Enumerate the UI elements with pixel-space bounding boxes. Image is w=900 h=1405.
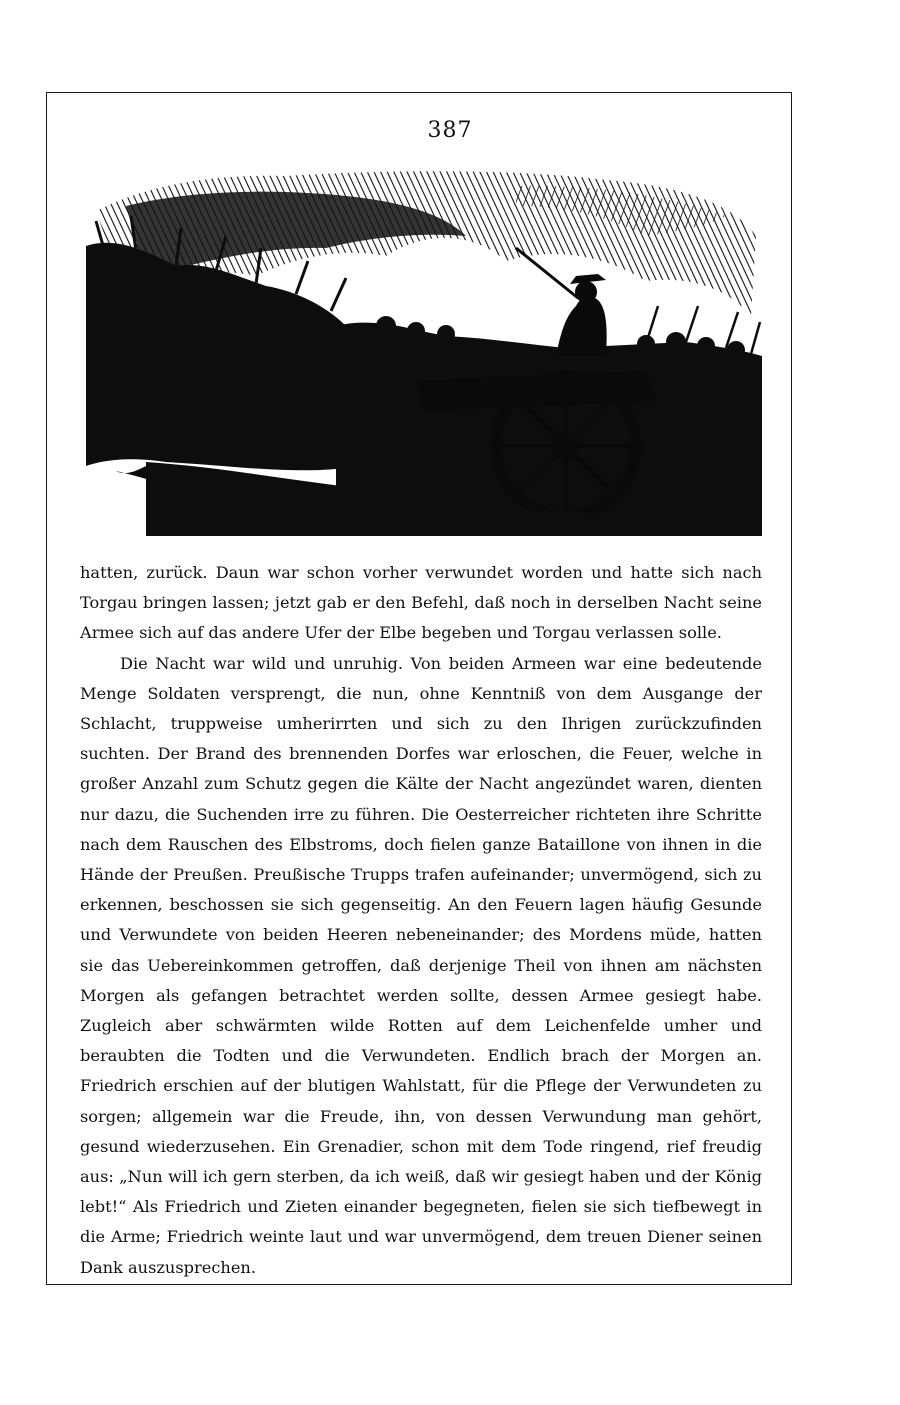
battle-illustration [86,166,762,536]
battle-night-engraving-icon [86,166,762,536]
page-number: 387 [427,118,473,143]
paragraph-1: hatten, zurück. Daun war schon vorher verwundet worden und hatte sich nach Torgau bringen lassen; jetzt gab er den Befehl, daß noch in derselben Nacht seine Armee sich auf das andere Ufer der Elbe begeben und Torgau verlassen solle. [80,563,762,643]
paragraph-2: Die Nacht war wild und unruhig. Von beiden Armeen war eine bedeutende Menge Soldaten versprengt, die nun, ohne Kenntniß von dem Ausgange der Schlacht, truppweise umherirrten und sich zu den Ihrigen zurückzufinden suchten. Der Brand des brennenden Dorfes war erloschen, die Feuer, welche in großer Anzahl zum Schutz gegen die Kälte der Nacht angezündet waren, dienten nur dazu, die Suchenden irre zu führen. Die Oesterreicher richteten ihre Schritte nach dem Rauschen des Elbstroms, doch fielen ganze Bataillone von ihnen in die Hände der Preußen. Preußische Trupps trafen aufeinander; unvermögend, sich zu erkennen, beschossen sie sich gegenseitig. An den Feuern lagen häufig Gesunde und Verwundete von beiden Heeren nebeneinander; des Mordens müde, hatten sie das Uebereinkommen getroffen, daß derjenige Theil von ihnen am nächsten Morgen als gefangen betrachtet werden sollte, dessen Armee gesiegt habe. Zugleich aber schwärmten wilde Rotten auf dem Leichenfelde umher und beraubten die Todten und die Verwundeten. Endlich brach der Morgen an. Friedrich erschien auf der blutigen Wahlstatt, für die Pflege der Verwundeten zu sorgen; allgemein war die Freude, ihn, von dessen Verwundung man gehört, gesund wiederzusehen. Ein Grenadier, schon mit dem Tode ringend, rief freudig aus: „Nun will ich gern sterben, da ich weiß, daß wir gesiegt haben und der König lebt!“ Als Friedrich und Zieten einander begegneten, fielen sie sich tiefbewegt in die Arme; Friedrich weinte laut und war unvermögend, dem treuen Diener seinen Dank auszusprechen. [80,653,762,1277]
body-text [80,558,762,1283]
